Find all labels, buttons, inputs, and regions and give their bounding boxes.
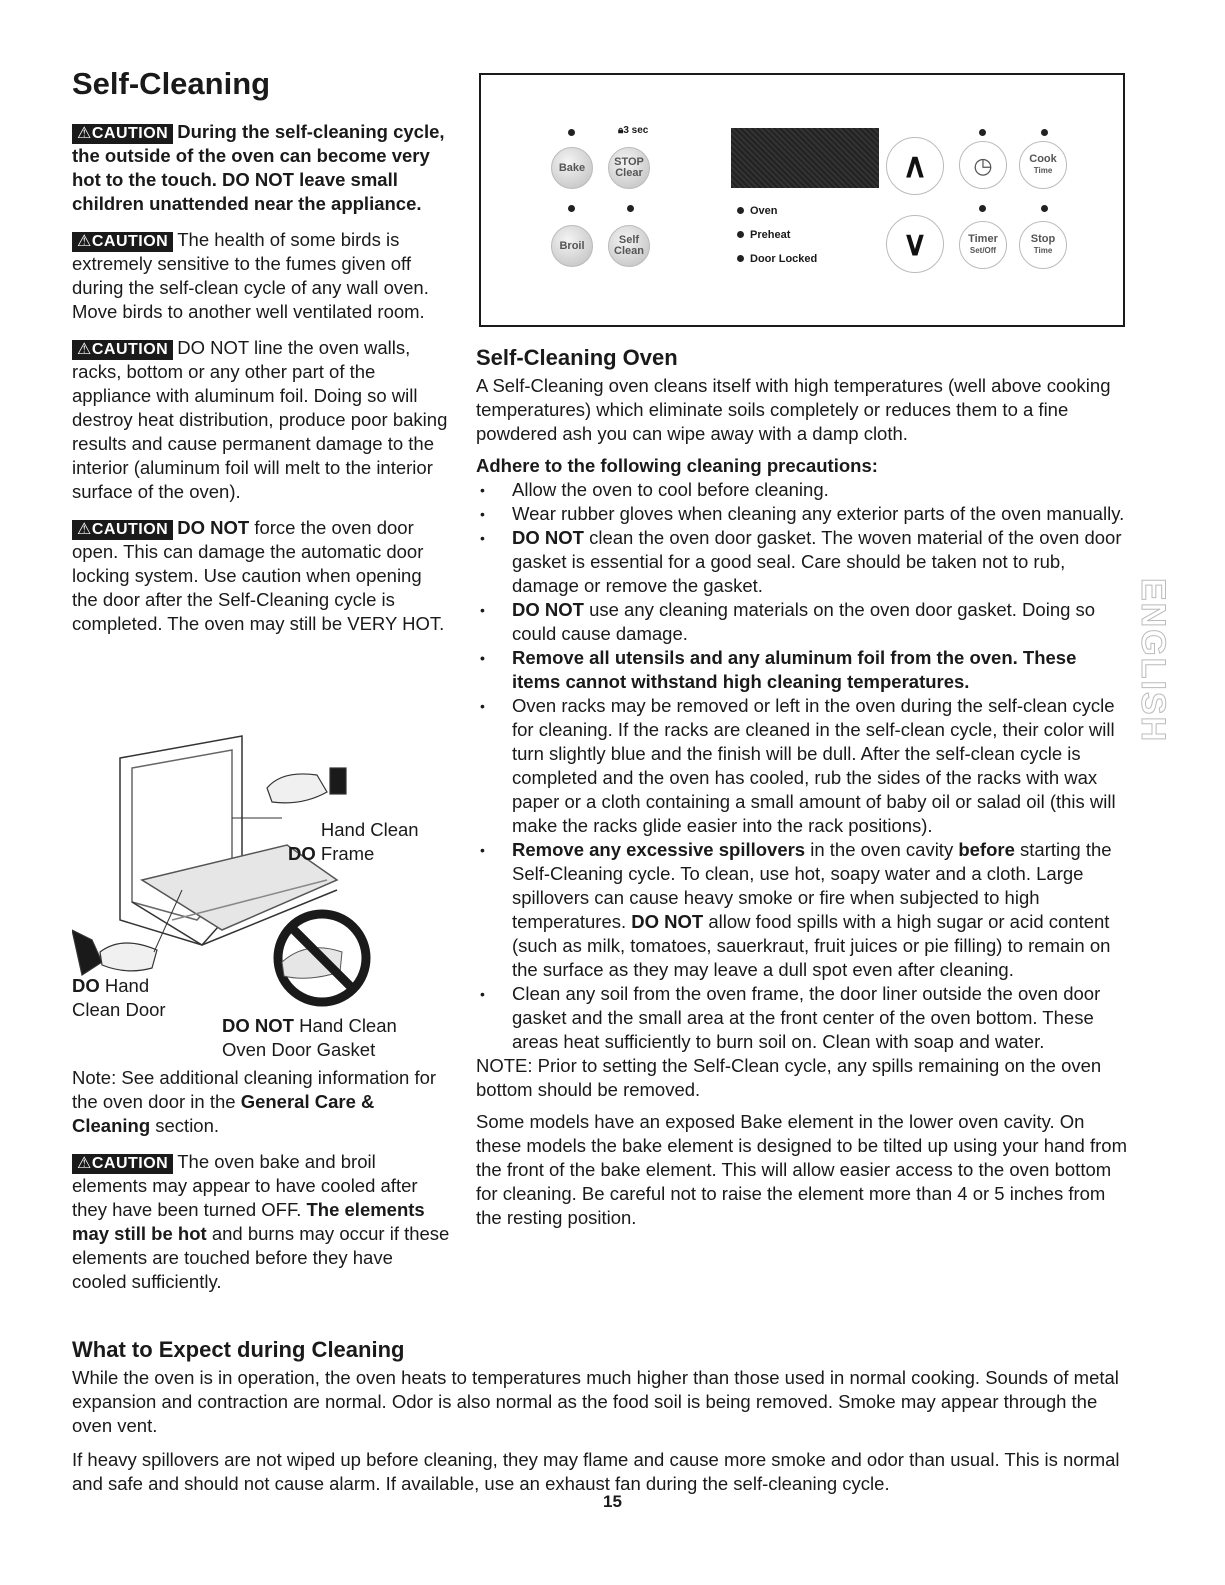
list-item: • Remove all utensils and any aluminum foil from the oven. These items cannot withstand high cleaning temperatures.: [476, 646, 1128, 694]
label-clean-door: [72, 974, 182, 1022]
b7-bold3: DO NOT: [631, 911, 704, 932]
caution-tag: ⚠CAUTION: [72, 124, 173, 144]
stop-clear-label-2: Clear: [615, 167, 643, 179]
expect-paragraph-2: If heavy spillovers are not wiped up before cleaning, they may flame and cause more smoke and odor than usual. This is normal and safe and should not cause alarm. If available, use an exhaust fan during the self-cleaning cycle.: [72, 1449, 1120, 1494]
caution-5-text: The oven bake and broil elements may appear to have cooled after they have been turned OFF.: [72, 1151, 418, 1220]
self-cleaning-oven-heading: Self-Cleaning Oven: [476, 345, 678, 370]
page-title: Self-Cleaning: [72, 66, 271, 101]
note-paragraph: NOTE: Prior to setting the Self-Clean cycle, any spills remaining on the oven bottom should be removed.: [476, 1055, 1102, 1100]
language-tab: [1132, 578, 1172, 744]
indicator-dot: [1041, 205, 1048, 212]
lock-3sec-text: 3 sec: [623, 125, 649, 136]
stop-clear-label-1: STOP: [614, 156, 644, 168]
caution-4-text: force the oven door open. This can damage the automatic door locking system. Use caution when opening the door after the Self-Cleaning cycle is completed. The oven may still be VERY HOT.: [72, 517, 445, 634]
list-item: [476, 838, 1128, 982]
lock-3sec-label: [618, 125, 648, 136]
indicator-dot: [568, 129, 575, 136]
timer-key[interactable]: [959, 221, 1007, 269]
up-arrow-key[interactable]: [886, 137, 944, 195]
list-item: [476, 526, 1128, 598]
list-item: • Clean any soil from the oven frame, the door liner outside the oven door gasket and the small area at the front center of the oven bottom. These areas heat sufficiently to burn soil on. Clean with soap and water.: [476, 982, 1128, 1054]
caution-tag: ⚠CAUTION: [72, 520, 173, 540]
oven-door-illustration: [72, 730, 450, 1065]
caution-1-text: During the self-cleaning cycle, the outside of the oven can become very hot to the touch. DO NOT leave small children unattended near the appliance.: [72, 121, 445, 214]
list-item: • Oven racks may be removed or left in the oven during the self-clean cycle for cleaning. If the racks are cleaned in the self-clean cycle, their color will turn slightly blue and the finish will be dull. After the self-clean cycle is completed and the oven has cooled, rub the sides of the racks with wax paper or a cloth containing a small amount of baby oil or salad oil (this will make the racks glide easier into the rack positions).: [476, 694, 1128, 838]
b7-text3: allow food spills with a high sugar or acid content (such as milk, tomatoes, sauerkraut, fruit juices or pie filling) to remain on the surface as they may leave a dull spot even after cleaning.: [512, 911, 1111, 980]
label-gasket: [222, 1014, 422, 1062]
indicator-preheat: Preheat: [737, 229, 790, 241]
b4-bold: DO NOT: [512, 599, 584, 620]
chevron-down-icon: ∨: [902, 224, 928, 263]
b4-text: use any cleaning materials on the oven door gasket. Doing so could cause damage.: [512, 599, 1096, 644]
broil-key-label: Broil: [559, 239, 585, 252]
cook-time-label-2: Time: [1033, 166, 1053, 175]
precautions-list: [476, 478, 1128, 1054]
door-note: [72, 1066, 450, 1138]
right-column: [476, 346, 1128, 1230]
b7-bold1: Remove any excessive spillovers: [512, 839, 806, 860]
list-item: [476, 598, 1128, 646]
indicator-door-locked: Door Locked: [737, 253, 817, 265]
caution-tag: ⚠CAUTION: [72, 232, 173, 252]
label-clean-door-text: Hand Clean Door: [72, 975, 166, 1020]
self-clean-label-1: Self: [618, 234, 640, 246]
list-item: • Wear rubber gloves when cleaning any exterior parts of the oven manually.: [476, 502, 1128, 526]
caution-2-text: The health of some birds is extremely sensitive to the fumes given off during the self-clean cycle of any wall oven. Move birds to another well ventilated room.: [72, 229, 429, 322]
clock-icon: ◷: [973, 152, 993, 178]
precautions-heading: Adhere to the following cleaning precautions:: [476, 455, 878, 476]
caution-tag: ⚠CAUTION: [72, 1154, 173, 1174]
expect-paragraph-1: While the oven is in operation, the oven heats to temperatures much higher than those used in normal cooking. Sounds of metal expansion and contraction are normal. Odor is also normal as the food soil is being removed. Smoke may appear through the oven vent.: [72, 1367, 1119, 1436]
list-item: • Allow the oven to cool before cleaning.: [476, 478, 1128, 502]
stop-time-label-2: Time: [1033, 246, 1053, 255]
broil-key[interactable]: [551, 225, 593, 267]
b7-text1: in the oven cavity: [810, 839, 954, 860]
what-to-expect-section: [72, 1338, 1142, 1496]
caution-3-text: DO NOT line the oven walls, racks, bottom or any other part of the appliance with aluminum foil. Doing so will destroy heat distribution, produce poor baking results and cause permanent damage to the interior (aluminum foil will melt to the interior surface of the oven).: [72, 337, 448, 502]
self-clean-label-2: Clean: [614, 245, 644, 257]
label-gasket-bold: DO NOT: [222, 1015, 294, 1036]
cook-time-key[interactable]: [1019, 141, 1067, 189]
stop-clear-key[interactable]: [608, 147, 650, 189]
chevron-up-icon: ∧: [902, 146, 928, 185]
clock-key[interactable]: [959, 141, 1007, 189]
down-arrow-key[interactable]: [886, 215, 944, 273]
stop-time-key[interactable]: [1019, 221, 1067, 269]
b7-bold2: before: [958, 839, 1015, 860]
timer-label-2: Set/Off: [969, 246, 997, 255]
indicator-oven: Oven: [737, 205, 778, 217]
caution-5-bold: The elements may still be hot: [72, 1199, 425, 1244]
page-number: 15: [603, 1492, 622, 1511]
left-column-lower: [72, 1066, 450, 1306]
control-panel-illustration: [479, 73, 1125, 327]
timer-label-1: Timer: [968, 233, 998, 245]
caution-1: [72, 120, 450, 216]
indicator-dot: [979, 205, 986, 212]
indicator-dot: [568, 205, 575, 212]
indicator-dot: [979, 129, 986, 136]
lock-icon: 🔒︎: [618, 125, 624, 136]
bake-key[interactable]: [551, 147, 593, 189]
b3-bold: DO NOT: [512, 527, 584, 548]
caution-4-bold: DO NOT: [177, 517, 250, 538]
label-clean-door-bold: DO: [72, 975, 100, 996]
caution-tag: ⚠CAUTION: [72, 340, 173, 360]
label-clean-frame-text: Hand Clean Frame: [320, 819, 419, 864]
intro-paragraph: A Self-Cleaning oven cleans itself with high temperatures (well above cooking temperatures) which eliminate soils completely or reduces them to a fine powdered ash you can wipe away with a damp cloth.: [476, 375, 1111, 444]
stop-time-label-1: Stop: [1030, 233, 1056, 245]
caution-3: [72, 336, 450, 504]
label-gasket-text: Hand Clean Oven Door Gasket: [222, 1015, 397, 1060]
caution-5-end: and burns may occur if these elements are touched before they have cooled sufficiently.: [72, 1223, 450, 1292]
door-note-bold: General Care & Cleaning: [72, 1091, 375, 1136]
caution-4: [72, 516, 450, 636]
indicator-dot: [627, 205, 634, 212]
label-clean-frame: [288, 818, 431, 866]
self-clean-key[interactable]: [608, 225, 650, 267]
caution-5: [72, 1150, 450, 1294]
what-to-expect-heading: What to Expect during Cleaning: [72, 1337, 405, 1362]
door-note-text: Note: See additional cleaning information for the oven door in the: [72, 1067, 437, 1112]
bake-element-paragraph: Some models have an exposed Bake element in the lower oven cavity. On these models the bake element is designed to be tilted up using your hand from the front of the bake element. This will allow easier access to the oven bottom for cleaning. Be careful not to raise the element more than 4 or 5 inches from the resting position.: [476, 1111, 1127, 1228]
left-column: [72, 120, 450, 648]
prohibited-icon: [278, 914, 366, 1002]
cook-time-label-1: Cook: [1029, 153, 1057, 165]
label-clean-frame-bold: DO: [288, 843, 316, 864]
b7-text2: starting the Self-Cleaning cycle. To clean, use hot, soapy water and a cloth. Large spillovers can cause heavy smoke or fire when subjected to high temperatures.: [512, 839, 1112, 932]
bake-key-label: Bake: [558, 161, 586, 174]
language-tab-text: ENGLISH: [1134, 578, 1172, 744]
caution-2: [72, 228, 450, 324]
b3-text: clean the oven door gasket. The woven material of the oven door gasket is essential for a good seal. Care should be taken not to rub, damage or remove the gasket.: [512, 527, 1122, 596]
door-note-end: section.: [155, 1115, 220, 1136]
indicator-dot: [1041, 129, 1048, 136]
digital-display: [731, 128, 879, 188]
